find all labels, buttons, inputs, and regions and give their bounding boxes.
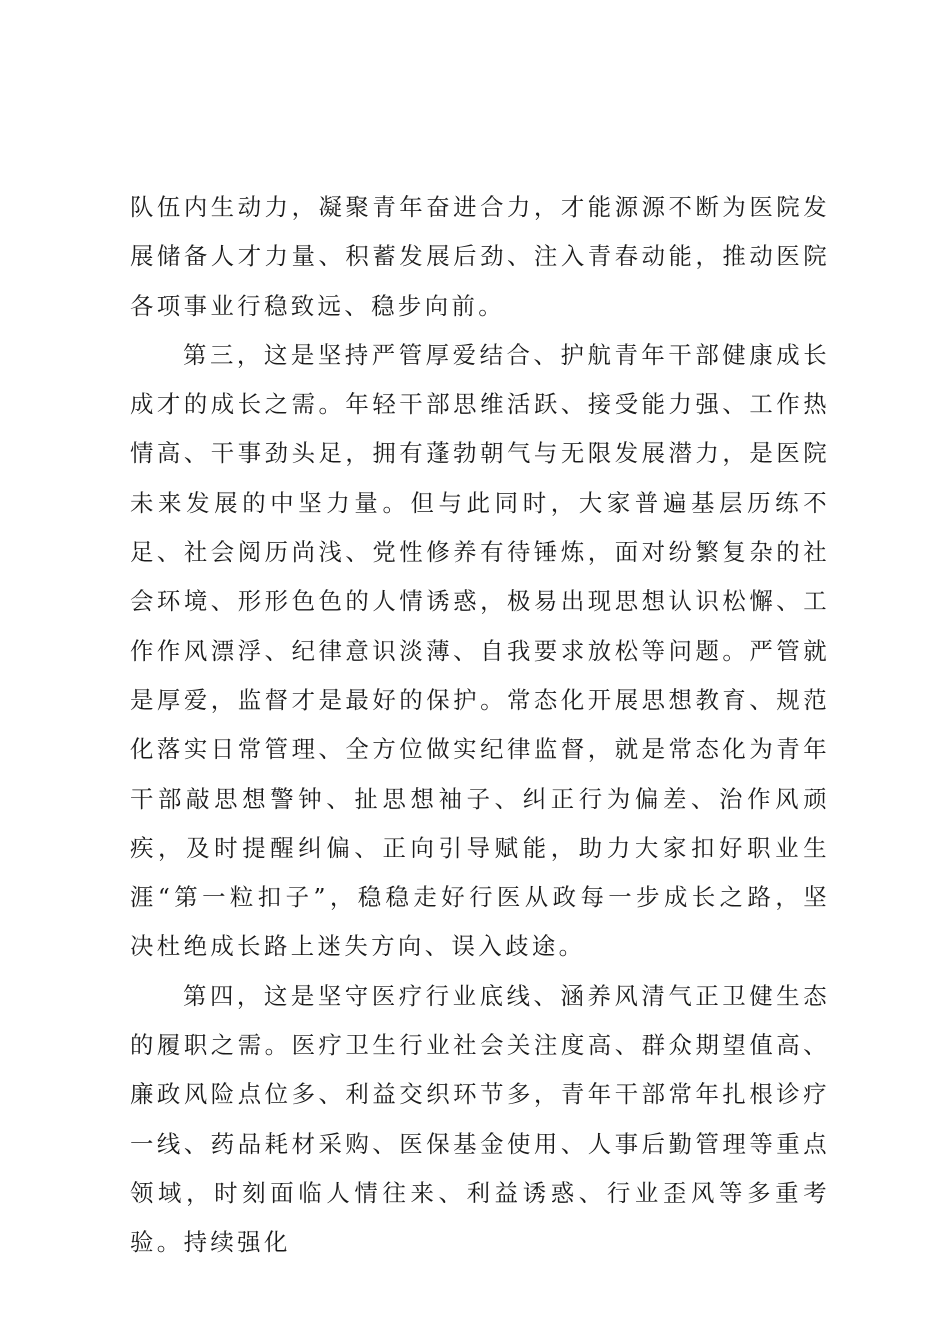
- document-body: [130, 183, 830, 1268]
- paragraph-2: 第三，这是坚持严管厚爱结合、护航青年干部健康成长成才的成长之需。年轻干部思维活跃、接受能力强、工作热情高、干事劲头足，拥有蓬勃朝气与无限发展潜力，是医院未来发展的中坚力量。但与此同时，大家普遍基层历练不足、社会阅历尚浅、党性修养有待锤炼，面对纷繁复杂的社会环境、形形色色的人情诱惑，极易出现思想认识松懈、工作作风漂浮、纪律意识淡薄、自我要求放松等问题。严管就是厚爱，监督才是最好的保护。常态化开展思想教育、规范化落实日常管理、全方位做实纪律监督，就是常态化为青年干部敲思想警钟、扯思想袖子、纠正行为偏差、治作风顽疾，及时提醒纠偏、正向引导赋能，助力大家扣好职业生涯“第一粒扣子”，稳稳走好行医从政每一步成长之路，坚决杜绝成长路上迷失方向、误入歧途。: [130, 340, 830, 961]
- paragraph-1: 队伍内生动力，凝聚青年奋进合力，才能源源不断为医院发展储备人才力量、积蓄发展后劲、注入青春动能，推动医院各项事业行稳致远、稳步向前。: [130, 193, 830, 320]
- paragraph-3: 第四，这是坚守医疗行业底线、涵养风清气正卫健生态的履职之需。医疗卫生行业社会关注度高、群众期望值高、廉政风险点位多、利益交织环节多，青年干部常年扎根诊疗一线、药品耗材采购、医保基金使用、人事后勤管理等重点领域，时刻面临人情往来、利益诱惑、行业歪风等多重考验。持续强化: [130, 981, 830, 1257]
